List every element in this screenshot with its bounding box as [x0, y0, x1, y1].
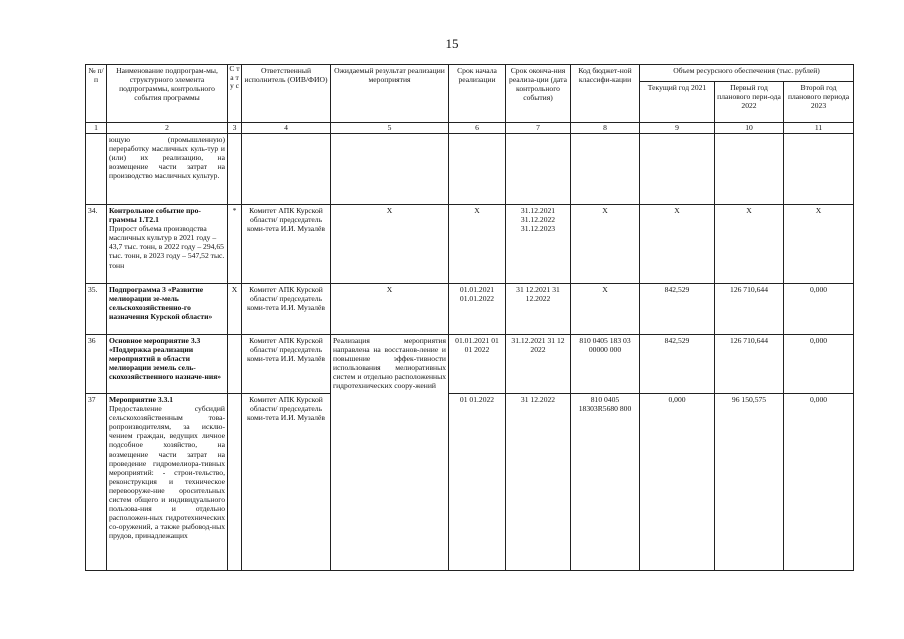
- row-result: Реализация мероприятия направлена на восстанов-ление и повышение эффек-тивности использования мелиоративных систем и отдельно расположенных гидротехнических соору-жений: [331, 335, 449, 571]
- table-row: [86, 394, 854, 571]
- table-row: [86, 335, 854, 394]
- row-kbk: Х: [571, 284, 640, 335]
- row-2021: Х: [640, 205, 715, 284]
- row-name: [107, 205, 228, 284]
- row-start: 01.01.2021 01.01.2022: [449, 284, 506, 335]
- row-2021: [640, 134, 715, 205]
- column-number: 11: [784, 123, 854, 134]
- header-kbk: Код бюджет-ной классифи-кации: [571, 65, 640, 123]
- header-end: Срок оконча-ния реализа-ции (дата контрольного события): [506, 65, 571, 123]
- header-2021: Текущий год 2021: [640, 82, 715, 123]
- row-2022: [715, 134, 784, 205]
- row-executor: Комитет АПК Курской области/ председатель коми-тета И.И. Музалёв: [242, 335, 331, 394]
- table-row: [86, 284, 854, 335]
- column-number: 2: [107, 123, 228, 134]
- program-table: [85, 64, 854, 571]
- row-2023: 0,000: [784, 394, 854, 571]
- row-end: [506, 134, 571, 205]
- row-kbk: 810 0405 183 03 00000 000: [571, 335, 640, 394]
- column-number: 10: [715, 123, 784, 134]
- header-row-1: [86, 65, 854, 82]
- column-number: 8: [571, 123, 640, 134]
- row-2022: 96 150,575: [715, 394, 784, 571]
- row-2022: Х: [715, 205, 784, 284]
- row-2023: Х: [784, 205, 854, 284]
- row-start: [449, 134, 506, 205]
- column-number: 6: [449, 123, 506, 134]
- row-num: 34.: [86, 205, 107, 284]
- row-name-title: Контрольное событие про-граммы 1.Т2.1: [109, 206, 201, 225]
- row-end: 31 12.2022: [506, 394, 571, 571]
- row-2022: 126 710,644: [715, 284, 784, 335]
- row-name-title: Мероприятие 3.3.1: [109, 395, 174, 404]
- row-start: Х: [449, 205, 506, 284]
- row-name-text: ющую (промышленную) переработку масличных куль-тур и (или) их реализацию, на возмещение части затрат на производство масличных культур.: [109, 135, 225, 181]
- row-2022: 126 710,644: [715, 335, 784, 394]
- row-name: [107, 394, 228, 571]
- column-number: 1: [86, 123, 107, 134]
- row-2021: 842,529: [640, 284, 715, 335]
- row-kbk: Х: [571, 205, 640, 284]
- header-start: Срок начала реализации: [449, 65, 506, 123]
- row-kbk: [571, 134, 640, 205]
- header-result: Ожидаемый результат реализации мероприятия: [331, 65, 449, 123]
- header-num: № п/п: [86, 65, 107, 123]
- row-num: [86, 134, 107, 205]
- row-2023: 0,000: [784, 284, 854, 335]
- row-num: 36: [86, 335, 107, 394]
- row-result: Х: [331, 205, 449, 284]
- table-row: [86, 134, 854, 205]
- page-number: 15: [445, 36, 459, 51]
- row-2021: 0,000: [640, 394, 715, 571]
- row-2021: 842,529: [640, 335, 715, 394]
- row-executor: Комитет АПК Курской области/ председатель коми-тета И.И. Музалёв: [242, 205, 331, 284]
- column-number: 5: [331, 123, 449, 134]
- row-result: Х: [331, 284, 449, 335]
- column-number: 4: [242, 123, 331, 134]
- column-number-row: [86, 123, 854, 134]
- header-resources: Объем ресурсного обеспечения (тыс. рублей): [640, 65, 854, 82]
- header-status: С т а т у с: [228, 65, 242, 123]
- header-name: Наименование подпрограм-мы, структурного элемента подпрограммы, контрольного события программы: [107, 65, 228, 123]
- column-number: 3: [228, 123, 242, 134]
- header-2023: Второй год планового периода 2023: [784, 82, 854, 123]
- row-executor: Комитет АПК Курской области/ председатель коми-тета И.И. Музалёв: [242, 394, 331, 571]
- row-status: [228, 335, 242, 394]
- row-name-title: Основное мероприятие 3.3 «Поддержка реализации мероприятий в области мелиорации земель сель-скохозяйственного назначе-ния»: [109, 336, 222, 382]
- row-start: 01 01.2022: [449, 394, 506, 571]
- row-status: *: [228, 205, 242, 284]
- row-num: 37: [86, 394, 107, 571]
- row-executor: [242, 134, 331, 205]
- header-executor: Ответственный исполнитель (ОИВ/ФИО): [242, 65, 331, 123]
- row-kbk: 810 0405 18303R5680 800: [571, 394, 640, 571]
- row-status: [228, 134, 242, 205]
- column-number: 7: [506, 123, 571, 134]
- row-2023: 0,000: [784, 335, 854, 394]
- row-end: 31.12.2021 31.12.2022 31.12.2023: [506, 205, 571, 284]
- row-name: [107, 134, 228, 205]
- row-name-text: Прирост объема производства масличных культур в 2021 году – 43,7 тыс. тонн, в 2022 году – 294,65 тыс. тонн, в 2023 году – 547,52 тыс. тонн: [109, 224, 225, 270]
- row-name: [107, 284, 228, 335]
- row-name-text: Предоставление субсидий сельскохозяйственным това-ропроизводителям, за исклю-чением граждан, ведущих личное подсобное хозяйство, на возмещение части затрат на проведение гидромелиора-тивных мероприятий: - строи-тельство, реконструкция и техническое перевооруже-ние оросительных систем общего и индивидуального пользова-ния и отдельно расположен-ных гидротехнических со-оружений, а также рыбовод-ных прудов, принадлежащих: [109, 404, 225, 541]
- row-end: 31 12.2021 31 12.2022: [506, 284, 571, 335]
- row-status: [228, 394, 242, 571]
- row-start: 01.01.2021 01 01 2022: [449, 335, 506, 394]
- column-number: 9: [640, 123, 715, 134]
- row-name-title: Подпрограмма 3 «Развитие мелиорации зе-мель сельскохозяйственно-го назначения Курской области»: [109, 285, 213, 322]
- row-name: [107, 335, 228, 394]
- row-result: [331, 134, 449, 205]
- table-row: [86, 205, 854, 284]
- row-end: 31.12.2021 31 12 2022: [506, 335, 571, 394]
- row-status: Х: [228, 284, 242, 335]
- row-executor: Комитет АПК Курской области/ председатель коми-тета И.И. Музалёв: [242, 284, 331, 335]
- header-2022: Первый год планового пери-ода 2022: [715, 82, 784, 123]
- row-2023: [784, 134, 854, 205]
- row-num: 35.: [86, 284, 107, 335]
